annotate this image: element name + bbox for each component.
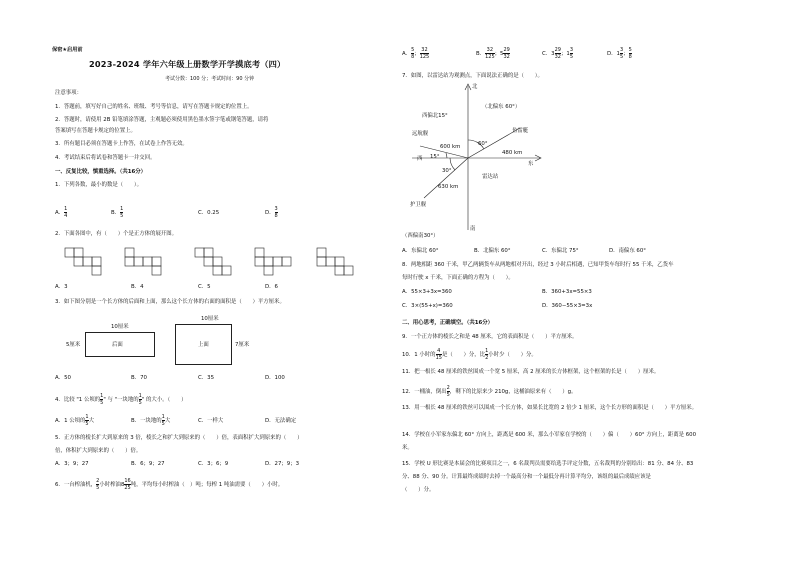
q6-option-c: C．3 $\frac{29}{32}$ ；1 $\frac{3}{5}$ [542, 47, 573, 60]
q4-option-d: D．无法确定 [265, 418, 297, 424]
q3-option-c: C．35 [198, 375, 215, 381]
q15-line-3: （ ）分。 [402, 487, 435, 493]
q3-back-height: 5厘米 [66, 342, 81, 348]
ne60-label: （北偏东 60°） [482, 104, 521, 110]
q7-option-d: D．南偏东 60° [609, 248, 646, 254]
q8-option-c: C．3×(55+x)=360 [402, 303, 453, 309]
a60-label: 60° [478, 141, 488, 147]
q10: 10．1 小时的 $\frac{4}{15}$ 是（ ）分，比 $\frac{1}{2}$ 小时少（ ）分。 [402, 348, 537, 361]
q9: 9．一个正方体的棱长之和是 48 厘米，它的表面积是（ ）平方厘米。 [402, 334, 578, 340]
leida-label: 雷达站 [482, 174, 499, 180]
q3-option-a: A．50 [55, 375, 71, 381]
notice-item: 4．考试结束后将试卷和答题卡一并交回。 [55, 155, 156, 161]
a15-label: 15° [430, 154, 440, 160]
section1-heading: 一、反复比较，慎重选择。（共16分） [55, 169, 147, 175]
section2-heading: 二、用心思考，正确填空。（共16分） [402, 320, 494, 326]
q2-option-a: A．3 [55, 284, 68, 290]
q7-option-b: B．北偏东 60° [474, 248, 511, 254]
q14-line-2: 米。 [402, 445, 413, 451]
q12: 12．一桶油，倒出 $\frac{2}{5}$ ，剩下的比原来少 210g，这桶油原来有（ ）g。 [402, 385, 577, 398]
notice-heading: 注意事项： [55, 90, 82, 96]
d480-label: 480 km [502, 150, 523, 156]
a30-label: 30° [442, 168, 452, 174]
q4-option-b: B．一块地的 $\frac{1}{5}$ 大 [131, 414, 171, 427]
q5-option-c: C．3；6；9 [198, 461, 229, 467]
q8-option-b: B．360+3x=55×3 [542, 289, 592, 295]
right-column [402, 0, 777, 562]
q15-line-2: 分、88 分、90 分。计算最终成绩时去掉一个最高分和一个最低分再计算平均分，该组的最后成绩应该是 [402, 474, 651, 480]
q6-option-b: B． $\frac{32}{125}$ ；5 $\frac{29}{32}$ [476, 47, 510, 60]
huwei-label: 护卫舰 [410, 202, 427, 208]
notice-item: 答案填写在答题卡规定的位置上。 [55, 128, 136, 134]
q3-stem: 3．如下图分别是一个长方体的后面和上面，那么这个长方体的右面的面积是（ ）平方厘米。 [55, 299, 285, 305]
q5-option-d: D．27；9；3 [265, 461, 300, 467]
q7-stem: 7．如图，以雷达站为观测点，下面说法正确的是（ ）。 [402, 73, 543, 79]
q1-option-b: B． $\frac{1}{5}$ [111, 206, 124, 219]
q4-option-a: A．1 公顷的 $\frac{1}{5}$ 大 [55, 414, 94, 427]
q13: 13．用一根长 48 厘米的铁丝可以围成一个长方体，如果长比宽的 2 倍少 1 厘米，这个长方形的面积是（ ）平方厘米。 [402, 405, 698, 411]
notice-item: 1．答题前，填写好自己的姓名、班级、考号等信息，请写在答题卡规定的位置上。 [55, 104, 253, 110]
q3-top-label: 上面 [198, 342, 209, 348]
south-label: 南 [470, 226, 476, 232]
q14: 14．学校在小军家东偏北 60° 方向上，距离是 600 米，那么小军家在学校的（ ）偏（ ）60° 方向上，距离是 600 [402, 432, 697, 438]
q2-stem: 2．下面各图中，有（ ）个是正方体的展开图。 [55, 231, 178, 237]
q6-option-d: D．1 $\frac{3}{5}$ ； $\frac{5}{8}$ [607, 47, 632, 60]
q2-option-c: C．5 [198, 284, 211, 290]
exam-title: 2023-2024 学年六年级上册数学开学摸底考（四） [89, 59, 286, 69]
q6-stem: 6．一台榨油机， $\frac{2}{5}$ 小时榨油8 $\frac{16}{25}$ 吨，平均每小时榨油（ ）吨；每榨 1 吨油需要（ ）小时。 [55, 478, 284, 491]
q5-option-a: A．3；9；27 [55, 461, 89, 467]
q11: 11．把一根长 48 厘米的铁丝围成一个宽 5 厘米，高 2 厘米的长方体框架，这个框架的长是（ ）厘米。 [402, 369, 660, 375]
q15: 15．学校 U 形比赛是本届会的比赛项目之一，6 名裁判员需要给选手评定分数，五名裁判的分别给出：81 分、84 分、83 [402, 461, 694, 467]
notice-item: 2．答题时，请使用 2B 铅笔填涂答题，主观题必须使用黑色墨水签字笔或钢笔答题，请将 [55, 117, 269, 123]
q3-top-width: 10厘米 [201, 316, 219, 322]
north-label: 北 [472, 84, 478, 90]
q3-back-width: 10厘米 [111, 324, 129, 330]
d630-label: 630 km [438, 184, 459, 190]
exam-meta: 考试分数：100 分；考试时间：90 分钟 [165, 76, 255, 82]
d600-label: 600 km [440, 144, 461, 150]
q2-option-d: D．6 [265, 284, 278, 290]
left-column [52, 0, 395, 562]
nw15-label: 西偏北15° [422, 113, 448, 119]
q7-option-c: C．东偏北 75° [542, 248, 579, 254]
q4-stem: 4．比较 "1 公顷的 $\frac{1}{5}$ " 与 "一块地的 $\frac{1}{5}$ " 的大小。（ ） [55, 393, 187, 406]
yuchuan-label: 鱼雷艇 [512, 128, 529, 134]
q1-option-d: D． $\frac{3}{8}$ [265, 206, 278, 219]
q3-option-d: D．100 [265, 375, 285, 381]
west-label: 西 [417, 156, 423, 162]
q8-option-a: A．55×3+3x=360 [402, 289, 452, 295]
q8-option-d: D．360−55×3=3x [542, 303, 593, 309]
q3-back-label: 后面 [112, 342, 123, 348]
q5-stem-2: 倍，体积扩大到原来的（ ）倍。 [55, 448, 142, 454]
q3-top-depth: 7厘米 [235, 342, 250, 348]
q1-option-a: A． $\frac{1}{4}$ [55, 206, 68, 219]
secret-label: 保密★启用前 [52, 47, 83, 53]
q1-stem: 1．下列各数，最小的数是（ ）。 [55, 182, 142, 188]
q5-option-b: B．6；9；27 [131, 461, 165, 467]
east-label: 东 [528, 161, 534, 167]
q5-stem: 5．正方体的棱长扩大到原来的 3 倍，棱长之和扩大到原来的（ ）倍，表面积扩大到原来的（ ） [55, 435, 303, 441]
q6-option-a: A． $\frac{5}{8}$ ； $\frac{32}{125}$ [402, 47, 430, 60]
q4-option-c: C．一样大 [198, 418, 224, 424]
q7-option-a: A．东偏北 60° [402, 248, 439, 254]
yuanhang-label: 远航舰 [412, 131, 429, 137]
q8-stem-2: 每时行驶 x 千米，下面正确的方程为（ ）。 [402, 275, 514, 281]
sw30-label: （西偏南30°） [402, 233, 439, 239]
q1-option-c: C．0.25 [198, 210, 220, 216]
notice-item: 3．所有题目必须在答题卡上作答，在试卷上作答无效。 [55, 141, 188, 147]
q3-option-b: B．70 [131, 375, 147, 381]
q8-stem: 8．两地相距 360 千米，甲乙两辆货车从两地相对开出，经过 3 小时后相遇，已知甲货车每时行 55 千米，乙货车 [402, 262, 674, 268]
q2-option-b: B．4 [131, 284, 144, 290]
